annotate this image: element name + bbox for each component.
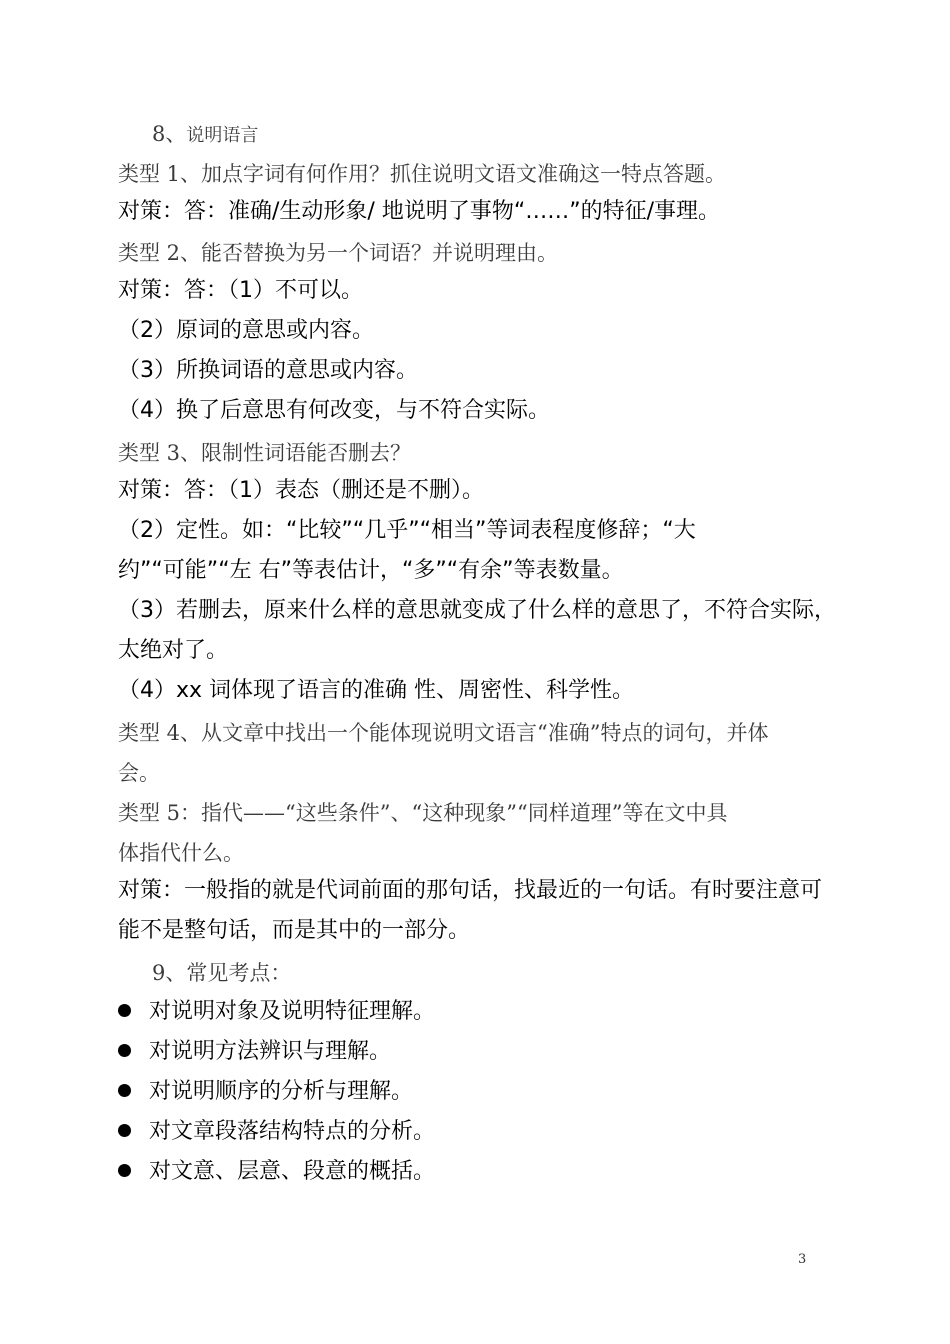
bullet-icon <box>118 1124 131 1137</box>
bullet-icon <box>118 1164 131 1177</box>
type-2-answer-2: （2）原词的意思或内容。 <box>118 318 374 343</box>
type-3-answer-3: （3）若删去，原来什么样的意思就变成了什么样的意思了，不符合实际， <box>118 598 836 623</box>
type-3-answer-3-cont: 太绝对了。 <box>118 638 229 663</box>
list-item <box>118 1081 413 1103</box>
type-3-answer-4: （4）xx 词体现了语言的准确 性、周密性、科学性。 <box>118 678 635 703</box>
bullet-icon <box>118 1004 131 1017</box>
type-4-question: 类型 4、从文章中找出一个能体现说明文语言“准确”特点的词句，并体 <box>118 721 769 745</box>
type-5-question: 类型 5：指代——“这些条件”、“这种现象”“同样道理”等在文中具 <box>118 801 728 825</box>
list-item-text: 对说明对象及说明特征理解。 <box>149 999 436 1024</box>
type-4-question-cont: 会。 <box>118 761 160 785</box>
list-item-text: 对文章段落结构特点的分析。 <box>149 1119 436 1144</box>
bullet-icon <box>118 1084 131 1097</box>
section-8-heading <box>152 124 258 145</box>
bullet-icon <box>118 1044 131 1057</box>
list-item <box>118 1121 435 1143</box>
type-3-answer-2: （2）定性。如：“比较”“几乎”“相当”等词表程度修辞；“大 <box>118 518 696 543</box>
type-3-answer-2-cont: 约”“可能”“左 右”等表估计，“多”“有余”等表数量。 <box>118 558 624 583</box>
type-5-answer: 对策：一般指的就是代词前面的那句话，找最近的一句话。有时要注意可 <box>118 878 823 903</box>
list-item <box>118 1041 391 1063</box>
section-8-title: 说明语言 <box>186 125 259 146</box>
type-2-answer-1: 对策：答：（1）不可以。 <box>118 278 363 303</box>
section-8-number: 8、 <box>152 122 187 146</box>
list-item-text: 对说明方法辨识与理解。 <box>149 1039 392 1064</box>
type-2-answer-4: （4）换了后意思有何改变，与不符合实际。 <box>118 398 550 423</box>
list-item-text: 对说明顺序的分析与理解。 <box>149 1079 414 1104</box>
section-9-heading: 9、常见考点： <box>152 961 292 985</box>
type-5-answer-cont: 能不是整句话，而是其中的一部分。 <box>118 918 471 943</box>
list-item <box>118 1161 435 1183</box>
type-5-question-cont: 体指代什么。 <box>118 841 244 865</box>
type-2-answer-3: （3）所换词语的意思或内容。 <box>118 358 418 383</box>
list-item-text: 对文意、层意、段意的概括。 <box>149 1159 436 1184</box>
type-3-question: 类型 3、限制性词语能否删去？ <box>118 441 412 465</box>
type-1-answer: 对策：答：准确/生动形象/ 地说明了事物“……”的特征/事理。 <box>118 199 721 224</box>
type-3-answer-1: 对策：答：（1）表态（删还是不删）。 <box>118 478 484 503</box>
list-item <box>118 1001 435 1023</box>
page-number: 3 <box>798 1252 807 1267</box>
type-2-question: 类型 2、能否替换为另一个词语？并说明理由。 <box>118 241 559 265</box>
type-1-question: 类型 1、加点字词有何作用？抓住说明文语文准确这一特点答题。 <box>118 162 727 186</box>
